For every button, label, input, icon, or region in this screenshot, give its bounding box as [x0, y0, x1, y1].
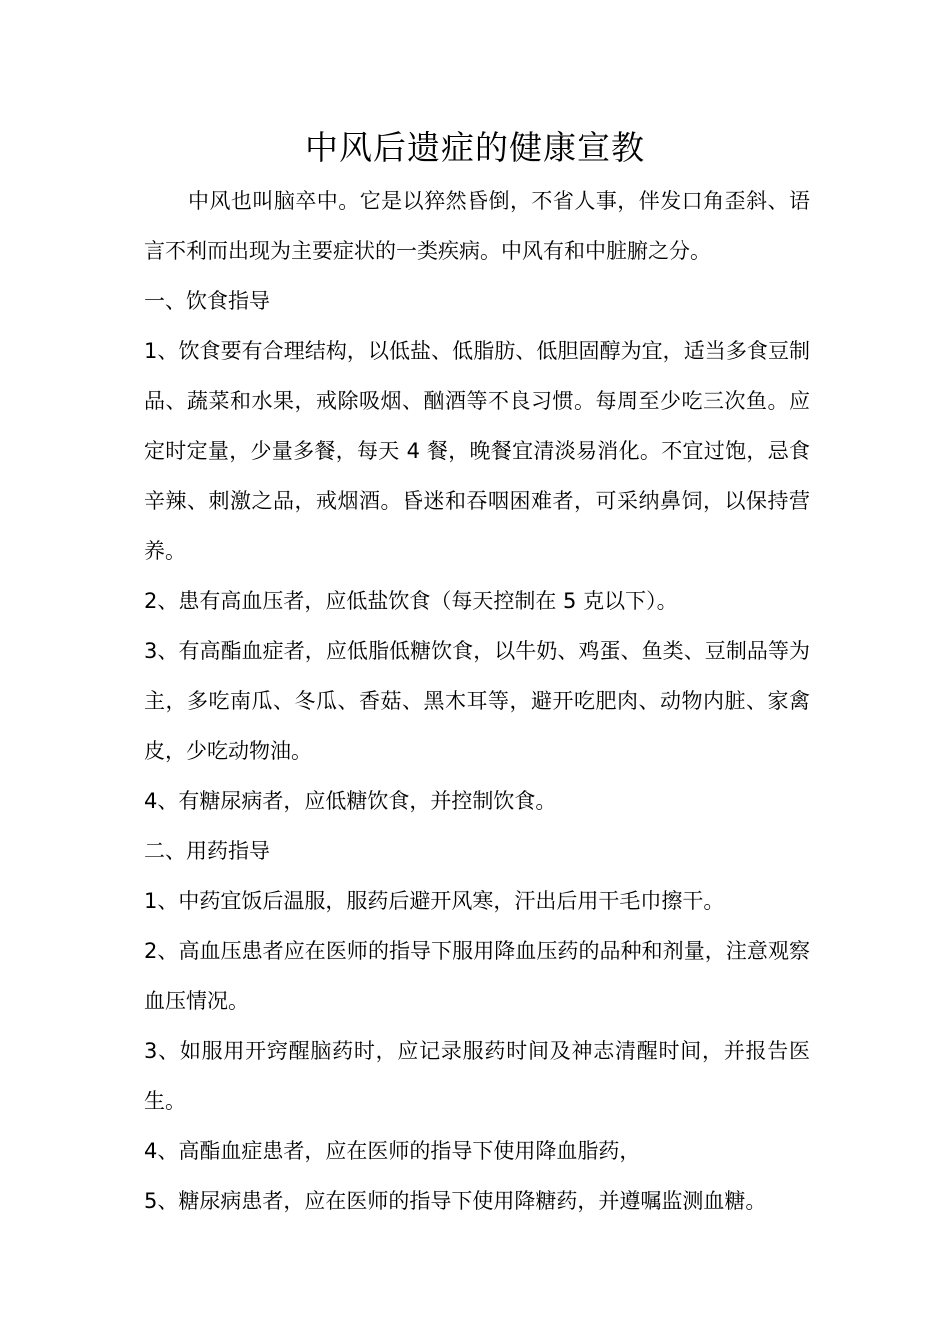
medication-item-3: 3、如服用开窍醒脑药时，应记录服药时间及神志清醒时间，并报告医生。 — [144, 1039, 810, 1113]
document-title: 中风后遗症的健康宣教 — [305, 128, 645, 167]
section-heading-medication: 二、用药指导 — [144, 839, 270, 863]
diet-item-4: 4、有糖尿病者，应低糖饮食，并控制饮食。 — [144, 789, 557, 813]
medication-item-5: 5、糖尿病患者，应在医师的指导下使用降糖药，并遵嘱监测血糖。 — [144, 1189, 767, 1213]
medication-item-1: 1、中药宜饭后温服，服药后避开风寒，汗出后用干毛巾擦干。 — [144, 889, 725, 913]
section-heading-diet: 一、饮食指导 — [144, 289, 270, 313]
diet-item-1: 1、饮食要有合理结构，以低盐、低脂肪、低胆固醇为宜，适当多食豆制品、蔬菜和水果，戒除吸烟、酗酒等不良习惯。每周至少吃三次鱼。应定时定量，少量多餐，每天 4 餐，晚餐宜清淡易消化。不宜过饱，忌食辛辣、刺激之品，戒烟酒。昏迷和吞咽困难者，可采纳鼻饲，以保持营养。 — [144, 339, 810, 563]
intro-paragraph: 中风也叫脑卒中。它是以猝然昏倒，不省人事，伴发口角歪斜、语言不利而出现为主要症状的一类疾病。中风有和中脏腑之分。 — [144, 189, 810, 263]
document-body — [144, 176, 810, 1226]
medication-item-2: 2、高血压患者应在医师的指导下服用降血压药的品种和剂量，注意观察血压情况。 — [144, 939, 810, 1013]
medication-item-4: 4、高酯血症患者，应在医师的指导下使用降血脂药， — [144, 1139, 641, 1163]
diet-item-3: 3、有高酯血症者，应低脂低糖饮食，以牛奶、鸡蛋、鱼类、豆制品等为主，多吃南瓜、冬瓜、香菇、黑木耳等，避开吃肥肉、动物内脏、家禽皮，少吃动物油。 — [144, 639, 810, 763]
diet-item-2: 2、患有高血压者，应低盐饮食（每天控制在 5 克以下）。 — [144, 589, 678, 613]
